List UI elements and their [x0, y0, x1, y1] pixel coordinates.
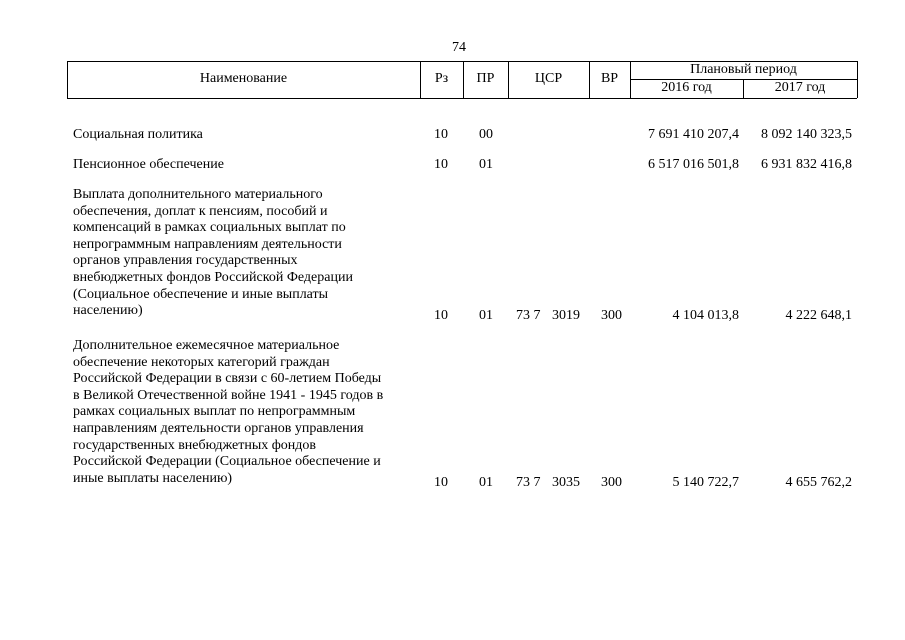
header-vr: ВР	[600, 71, 619, 86]
header-name: Наименование	[199, 71, 288, 86]
row-2017: 4 222 648,1	[785, 308, 852, 323]
header-pr: ПР	[476, 71, 495, 86]
row-name: Дополнительное ежемесячное материальное обеспечение некоторых категорий граждан Российской Федерации в связи с 60-летием Победы в Великой Отечественной войне 1941 - 1945 годов в рамках социальных выплат по непрограммным направлениям деятельности органов управления государственных внебюджетных фондов Российской Федерации (Социальное обеспечение и иные выплаты населению)	[73, 338, 384, 486]
row-2016: 5 140 722,7	[672, 475, 739, 490]
row-csr-program: 73 7	[516, 475, 541, 490]
row-2017: 8 092 140 323,5	[761, 127, 852, 142]
page-number: 74	[452, 40, 466, 55]
row-csr-code: 3035	[552, 475, 580, 490]
header-year-2017: 2017 год	[774, 80, 826, 95]
header-csr: ЦСР	[534, 71, 563, 86]
row-rz: 10	[434, 157, 448, 172]
header-year-2016: 2016 год	[661, 80, 712, 95]
row-2017: 6 931 832 416,8	[761, 157, 852, 172]
row-pr: 01	[479, 475, 493, 490]
row-rz: 10	[434, 127, 448, 142]
row-pr: 00	[479, 127, 493, 142]
row-csr-program: 73 7	[516, 308, 541, 323]
row-name: Выплата дополнительного материального обеспечения, доплат к пенсиям, пособий и компенсаций в рамках социальных выплат по непрограммным направлениям деятельности органов управления государственных внебюджетных фондов Российской Федерации (Социальное обеспечение и иные выплаты населению)	[73, 187, 353, 319]
row-pr: 01	[479, 157, 493, 172]
row-csr-code: 3019	[552, 308, 580, 323]
row-rz: 10	[434, 475, 448, 490]
row-vr: 300	[601, 475, 622, 490]
header-divider	[857, 61, 858, 98]
row-2016: 4 104 013,8	[672, 308, 739, 323]
header-rz: Рз	[434, 71, 449, 86]
row-vr: 300	[601, 308, 622, 323]
row-2016: 6 517 016 501,8	[648, 157, 739, 172]
row-rz: 10	[434, 308, 448, 323]
row-name: Пенсионное обеспечение	[73, 157, 224, 172]
row-name: Социальная политика	[73, 127, 203, 142]
header-planned-period: Плановый период	[690, 62, 797, 77]
row-pr: 01	[479, 308, 493, 323]
row-2017: 4 655 762,2	[785, 475, 852, 490]
row-2016: 7 691 410 207,4	[648, 127, 739, 142]
